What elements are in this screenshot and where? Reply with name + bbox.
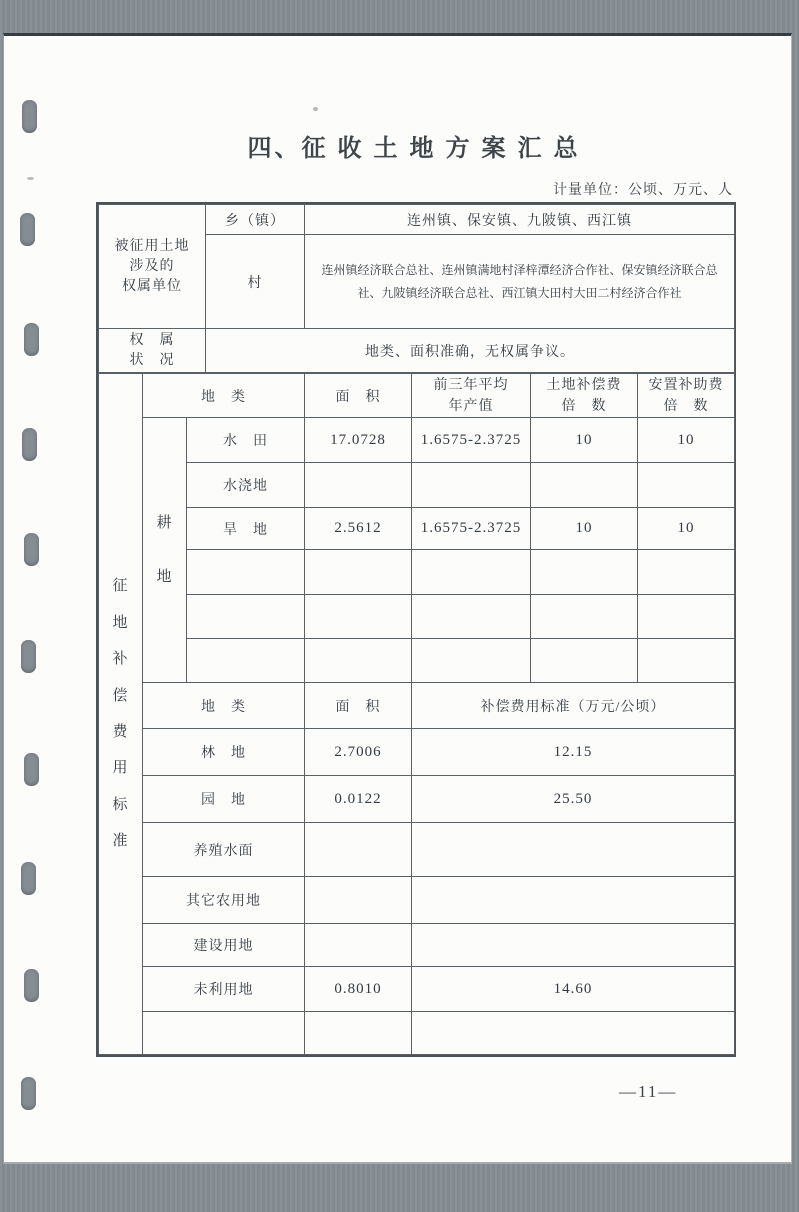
binder-hole [20, 213, 35, 246]
cell-land-type [187, 550, 305, 595]
binder-hole [21, 640, 36, 673]
cell-resettle-multiplier: 10 [638, 508, 735, 550]
cell-resettle-multiplier [638, 463, 735, 508]
table-row [99, 823, 735, 877]
cell-resettle-multiplier [638, 639, 735, 683]
cell-land-type: 园 地 [143, 776, 305, 823]
header-avg-annual-output: 前三年平均 年产值 [412, 374, 531, 418]
binder-hole [24, 533, 39, 566]
cell-area [305, 924, 412, 967]
ownership-units-header [99, 205, 206, 329]
table-row [99, 729, 735, 776]
cell-land-type: 林 地 [143, 729, 305, 776]
cell-avg-output [412, 595, 531, 639]
header-area: 面 积 [305, 374, 412, 418]
ownership-units-header-line: 涉及的 [129, 258, 175, 274]
cell-avg-output: 1.6575-2.3725 [412, 508, 531, 550]
binder-hole [24, 323, 39, 356]
cell-land-type [143, 1012, 305, 1055]
table-row [99, 550, 735, 595]
cell-land-type [187, 595, 305, 639]
cell-standard: 14.60 [412, 967, 735, 1012]
cell-area: 17.0728 [305, 418, 412, 463]
cell-land-type [187, 639, 305, 683]
cell-area [305, 823, 412, 877]
cell-standard: 25.50 [412, 776, 735, 823]
compensation-table [98, 373, 735, 1055]
township-value: 连州镇、保安镇、九陂镇、西江镇 [305, 205, 735, 235]
cell-area [305, 463, 412, 508]
cell-area [305, 639, 412, 683]
cell-standard [412, 823, 735, 877]
cell-area: 2.5612 [305, 508, 412, 550]
table-row [99, 924, 735, 967]
ownership-units-header-line: 被征用土地 [114, 238, 190, 254]
cell-land-multiplier: 10 [531, 418, 638, 463]
unit-note: 计量单位：公顷、万元、人 [553, 183, 733, 198]
cell-area [305, 877, 412, 924]
cell-land-type: 养殖水面 [143, 823, 305, 877]
table-row [99, 776, 735, 823]
cell-land-multiplier [531, 463, 638, 508]
header-resettlement-multiplier: 安置补助费 倍 数 [638, 374, 735, 418]
village-label: 村 [206, 235, 305, 329]
cell-area: 0.8010 [305, 967, 412, 1012]
cell-avg-output [412, 550, 531, 595]
header2-standard: 补偿费用标准（万元/公顷） [412, 683, 735, 729]
cell-land-type: 旱 地 [187, 508, 305, 550]
header2-area: 面 积 [305, 683, 412, 729]
scan-speck [27, 177, 34, 180]
scan-speck [313, 107, 318, 111]
cell-land-multiplier [531, 639, 638, 683]
binder-hole [21, 862, 36, 895]
cell-land-type: 未利用地 [143, 967, 305, 1012]
table-row [99, 639, 735, 683]
table-row [99, 508, 735, 550]
binder-hole [24, 753, 39, 786]
cell-standard [412, 924, 735, 967]
cell-area [305, 550, 412, 595]
document-page [3, 33, 792, 1164]
cell-land-multiplier: 10 [531, 508, 638, 550]
table-row [99, 967, 735, 1012]
table-row [99, 418, 735, 463]
cell-land-type: 水 田 [187, 418, 305, 463]
page-number: —11— [619, 1082, 678, 1101]
status-label [99, 329, 206, 373]
binder-hole [22, 428, 37, 461]
compensation-section-label: 征 地 补 偿 费 用 标 准 [99, 374, 143, 1055]
header2-land-type: 地 类 [143, 683, 305, 729]
cell-area [305, 1012, 412, 1055]
header-land-comp-multiplier: 土地补偿费 倍 数 [531, 374, 638, 418]
status-label-line: 状 况 [129, 352, 175, 368]
cell-land-type: 水浇地 [187, 463, 305, 508]
cell-standard [412, 1012, 735, 1055]
cell-land-multiplier [531, 595, 638, 639]
cell-area: 0.0122 [305, 776, 412, 823]
land-expropriation-summary-table [96, 202, 736, 1057]
cultivated-land-group-label: 耕 地 [143, 418, 187, 683]
binder-hole [24, 969, 39, 1002]
cell-area: 2.7006 [305, 729, 412, 776]
cell-standard: 12.15 [412, 729, 735, 776]
cell-avg-output [412, 639, 531, 683]
status-label-line: 权 属 [129, 332, 175, 348]
township-label: 乡（镇） [206, 205, 305, 235]
cell-area [305, 595, 412, 639]
header-land-type: 地 类 [143, 374, 305, 418]
ownership-units-header-line: 权属单位 [122, 278, 182, 294]
binder-hole [22, 100, 37, 133]
cell-land-multiplier [531, 550, 638, 595]
status-value: 地类、面积准确，无权属争议。 [206, 329, 735, 373]
cell-avg-output [412, 463, 531, 508]
cell-resettle-multiplier [638, 550, 735, 595]
cell-resettle-multiplier: 10 [638, 418, 735, 463]
village-value: 连州镇经济联合总社、连州镇满地村泽梓潭经济合作社、保安镇经济联合总社、九陂镇经济联合总社、西江镇大田村大田二村经济合作社 [305, 235, 735, 329]
cell-standard [412, 877, 735, 924]
cell-resettle-multiplier [638, 595, 735, 639]
cell-land-type: 其它农用地 [143, 877, 305, 924]
table-row [99, 463, 735, 508]
cell-avg-output: 1.6575-2.3725 [412, 418, 531, 463]
page-title: 四、征 收 土 地 方 案 汇 总 [247, 136, 581, 162]
ownership-table [98, 204, 735, 373]
binder-hole [21, 1077, 36, 1110]
cell-land-type: 建设用地 [143, 924, 305, 967]
table-row [99, 595, 735, 639]
table-row [99, 877, 735, 924]
table-row [99, 1012, 735, 1055]
